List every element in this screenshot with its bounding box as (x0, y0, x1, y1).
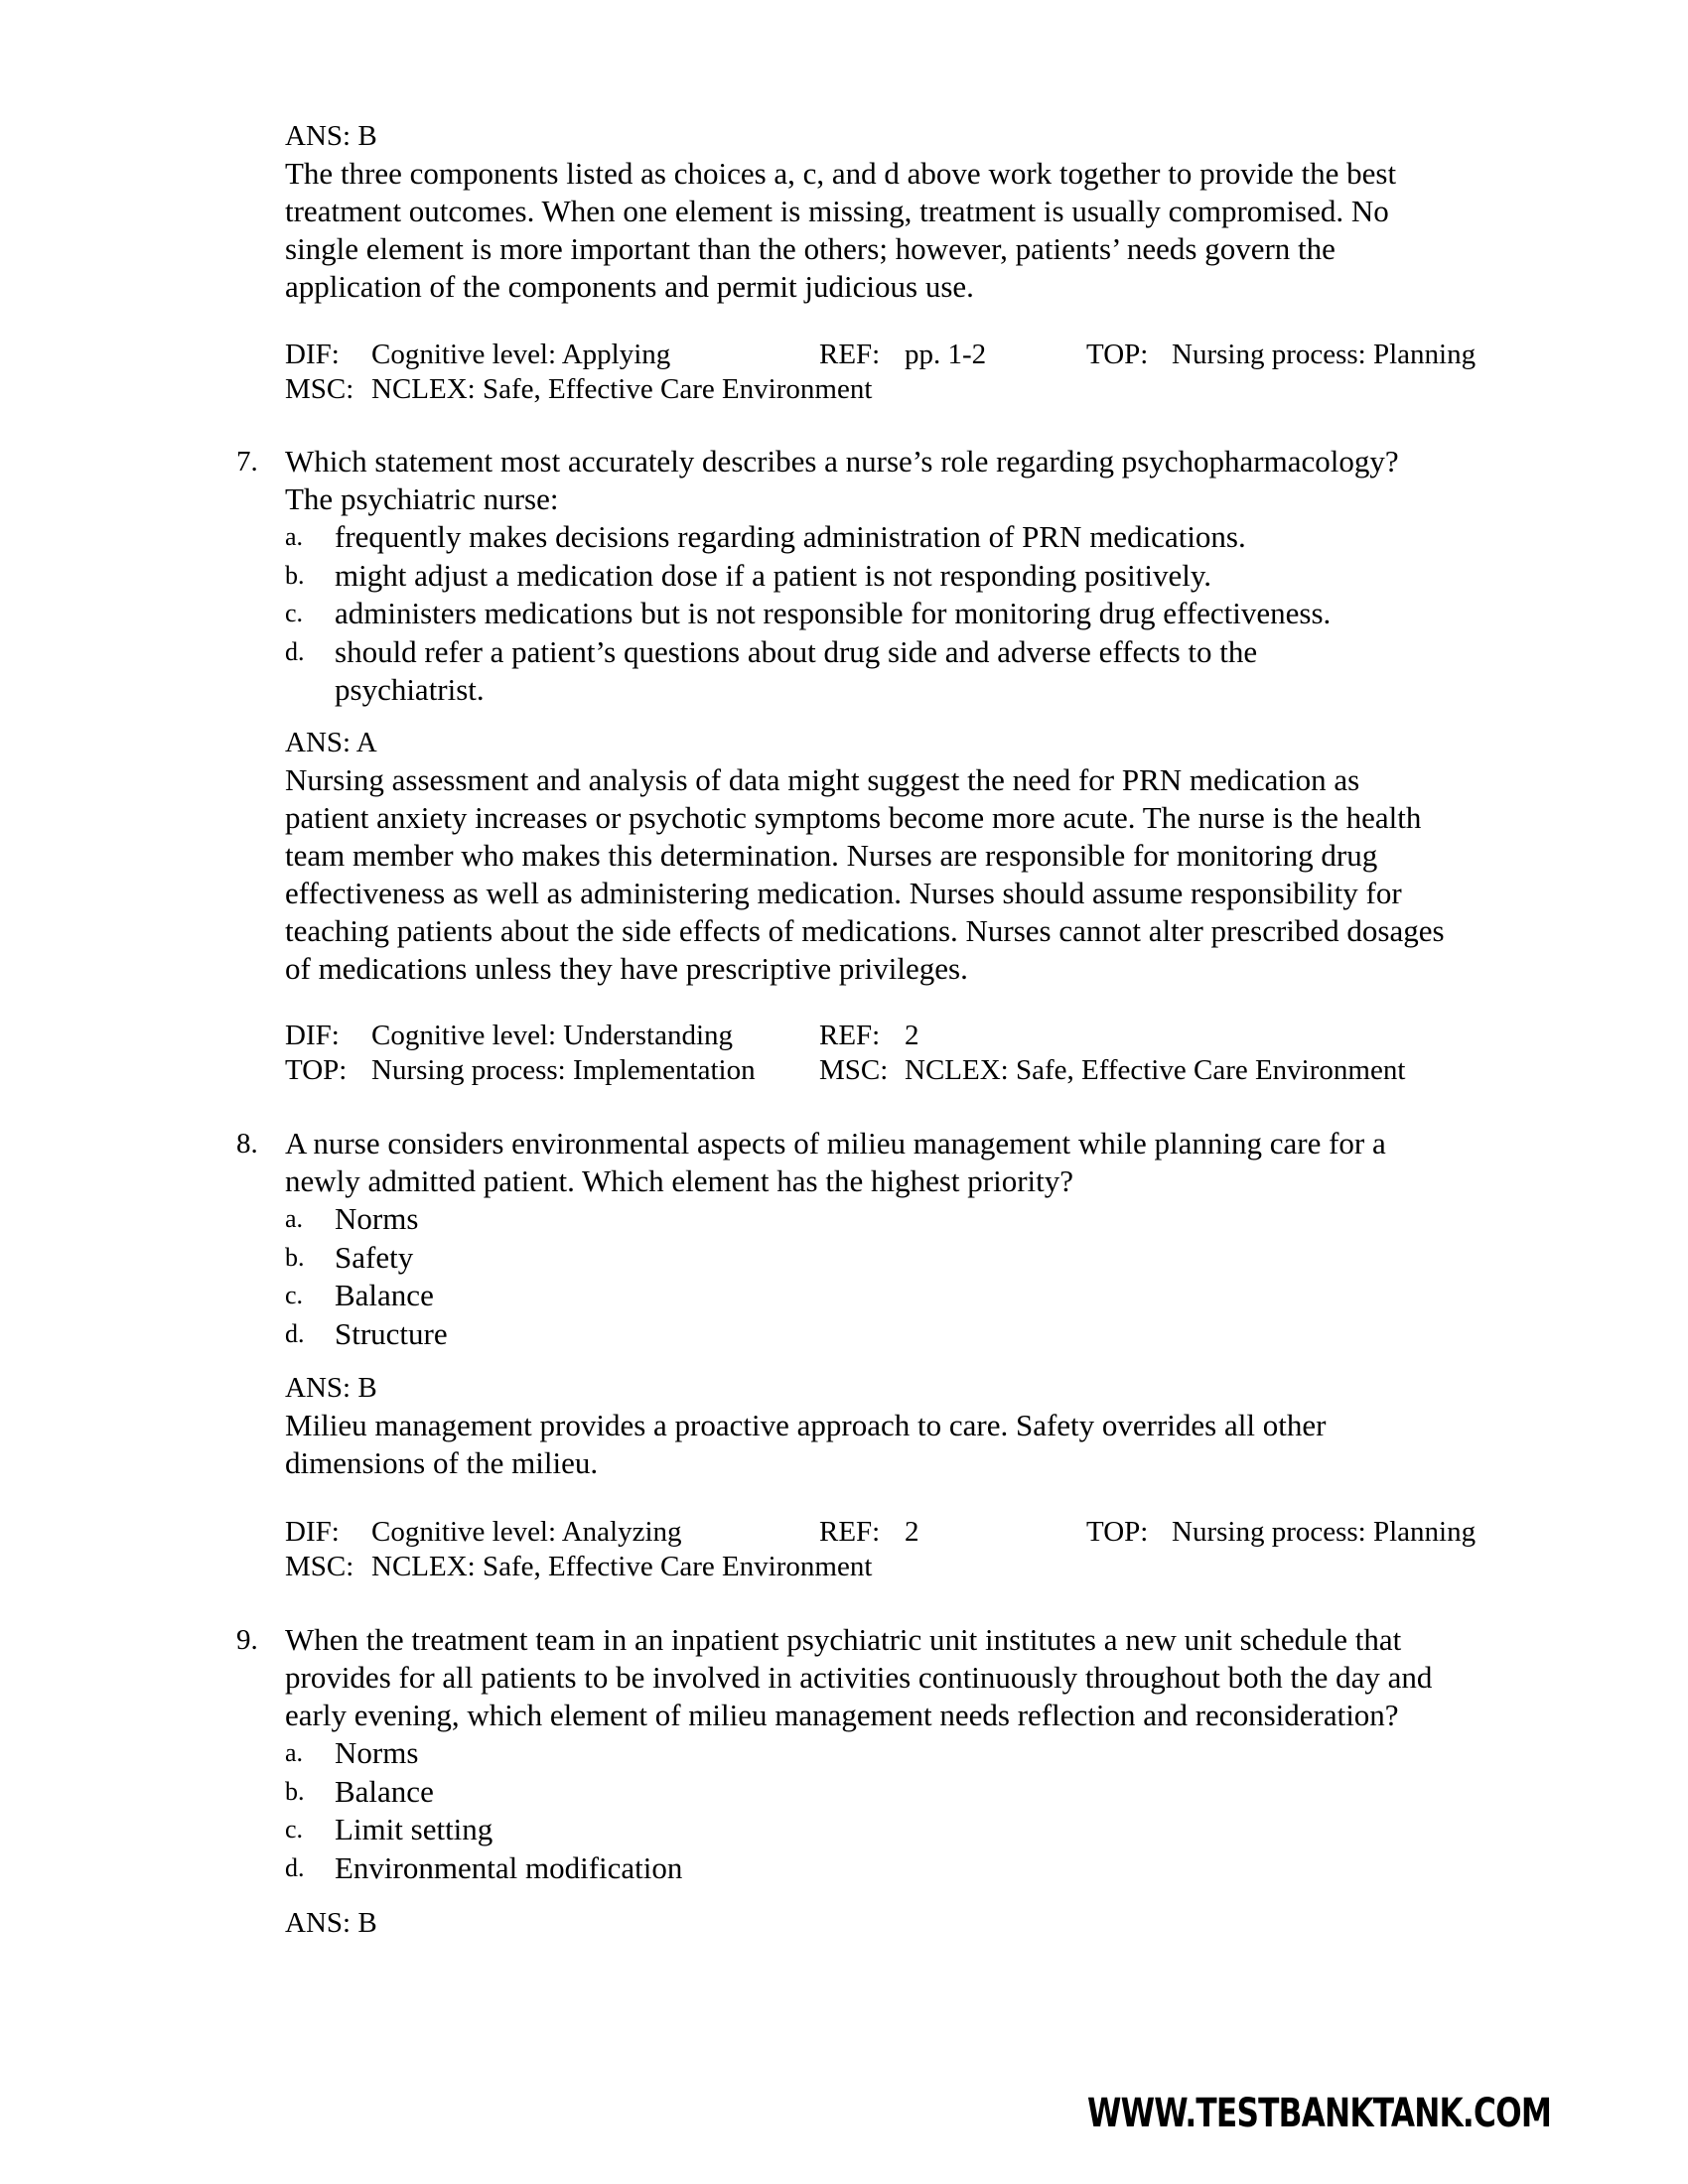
dif-value: Cognitive level: Analyzing (371, 1516, 682, 1548)
question-8-meta (285, 1515, 1536, 1584)
stem-line: early evening, which element of milieu management needs reflection and reconsideration? (285, 1698, 1399, 1732)
msc-label: MSC: (819, 1054, 889, 1086)
answer-key: ANS: B (285, 120, 377, 152)
dif-label: DIF: (285, 1020, 340, 1051)
rationale-line: effectiveness as well as administering medication. Nurses should assume responsibility for (285, 876, 1402, 910)
option-letter: a. (285, 1738, 304, 1767)
option-letter: d. (285, 1852, 305, 1882)
option-letter: a. (285, 1204, 304, 1233)
stem-line: The psychiatric nurse: (285, 481, 559, 516)
msc-value: NCLEX: Safe, Effective Care Environment (371, 373, 873, 405)
rationale-line: application of the components and permit judicious use. (285, 269, 974, 304)
option-text-continued: psychiatrist. (335, 672, 485, 707)
option-a (285, 1200, 1547, 1239)
stem-line: Which statement most accurately describes a nurse’s role regarding psychopharmacology? (285, 444, 1399, 478)
option-text: should refer a patient’s questions about drug side and adverse effects to the (335, 633, 1258, 669)
rationale-line: single element is more important than the others; however, patients’ needs govern the (285, 231, 1336, 266)
dif-value: Cognitive level: Applying (371, 339, 671, 370)
option-letter: d. (285, 1318, 305, 1348)
option-letter: c. (285, 1281, 304, 1309)
ref-value: 2 (905, 1020, 919, 1051)
option-b (285, 1239, 1547, 1278)
option-d (285, 1315, 1547, 1354)
option-text: might adjust a medication dose if a patient is not responding positively. (335, 557, 1212, 593)
ref-label: REF: (819, 339, 881, 370)
rationale-line: patient anxiety increases or psychotic symptoms become more acute. The nurse is the health (285, 800, 1422, 835)
dif-value: Cognitive level: Understanding (371, 1020, 734, 1051)
top-value: Nursing process: Implementation (371, 1054, 756, 1086)
stem-line: provides for all patients to be involved in activities continuously throughout both the day and (285, 1660, 1433, 1695)
msc-label: MSC: (285, 373, 354, 405)
option-a (285, 518, 1547, 557)
option-a (285, 1734, 1547, 1773)
ref-label: REF: (819, 1020, 881, 1051)
prev-answer-block (285, 117, 1536, 306)
question-stem (285, 443, 1536, 518)
msc-value: NCLEX: Safe, Effective Care Environment (371, 1551, 873, 1582)
dif-label: DIF: (285, 339, 340, 370)
answer-key: ANS: B (285, 1907, 377, 1939)
option-b (285, 557, 1547, 596)
question-number: 9. (236, 1624, 258, 1656)
question-8-answer-block (285, 1369, 1536, 1482)
question-9 (236, 1621, 1547, 1887)
option-letter: d. (285, 636, 305, 666)
prev-question-meta (285, 338, 1536, 407)
option-letter: b. (285, 560, 305, 590)
question-7-meta (285, 1019, 1536, 1088)
stem-line: When the treatment team in an inpatient psychiatric unit institutes a new unit schedule that (285, 1622, 1402, 1657)
stem-line: newly admitted patient. Which element has the highest priority? (285, 1163, 1074, 1198)
question-stem (285, 1621, 1536, 1734)
option-text: Balance (335, 1773, 434, 1809)
option-c (285, 1811, 1547, 1849)
option-d (285, 633, 1547, 710)
ref-label: REF: (819, 1516, 881, 1548)
stem-line: A nurse considers environmental aspects of milieu management while planning care for a (285, 1126, 1386, 1160)
answer-key: ANS: A (285, 727, 377, 758)
ref-value: pp. 1-2 (905, 339, 987, 370)
option-letter: b. (285, 1242, 305, 1272)
option-text: Norms (335, 1735, 419, 1770)
rationale-line: Nursing assessment and analysis of data might suggest the need for PRN medication as (285, 762, 1360, 797)
rationale-line: of medications unless they have prescriptive privileges. (285, 951, 968, 986)
option-text: Norms (335, 1201, 419, 1236)
rationale-line: treatment outcomes. When one element is missing, treatment is usually compromised. No (285, 194, 1389, 228)
rationale-line: team member who makes this determination. Nurses are responsible for monitoring drug (285, 838, 1378, 873)
question-7-answer-block (285, 724, 1536, 988)
option-text: Balance (335, 1278, 434, 1312)
top-label: TOP: (1086, 1516, 1149, 1548)
question-8 (236, 1125, 1547, 1353)
rationale-line: The three components listed as choices a, c, and d above work together to provide the best (285, 156, 1397, 191)
ref-value: 2 (905, 1516, 919, 1548)
question-number: 7. (236, 446, 258, 478)
question-number: 8. (236, 1128, 258, 1160)
website-watermark: WWW.TESTBANKTANK.COM (1087, 2091, 1552, 2136)
rationale-line: dimensions of the milieu. (285, 1445, 599, 1480)
option-text: administers medications but is not responsible for monitoring drug effectiveness. (335, 596, 1332, 630)
question-stem (285, 1125, 1536, 1200)
top-value: Nursing process: Planning (1172, 339, 1477, 370)
option-letter: a. (285, 522, 304, 551)
option-d (285, 1849, 1547, 1888)
option-letter: c. (285, 599, 304, 627)
option-text: Structure (335, 1315, 448, 1351)
option-text: Environmental modification (335, 1849, 683, 1885)
answer-key: ANS: B (285, 1372, 377, 1404)
option-text: Safety (335, 1239, 414, 1275)
msc-value: NCLEX: Safe, Effective Care Environment (905, 1054, 1406, 1086)
option-c (285, 595, 1547, 633)
top-value: Nursing process: Planning (1172, 1516, 1477, 1548)
option-text: frequently makes decisions regarding administration of PRN medications. (335, 519, 1246, 554)
option-letter: c. (285, 1815, 304, 1843)
rationale-line: teaching patients about the side effects of medications. Nurses cannot alter prescribed dosages (285, 913, 1445, 948)
question-7 (236, 443, 1547, 710)
question-9-answer-block (285, 1904, 1536, 1942)
msc-label: MSC: (285, 1551, 354, 1582)
top-label: TOP: (1086, 339, 1149, 370)
option-c (285, 1277, 1547, 1315)
rationale-line: Milieu management provides a proactive approach to care. Safety overrides all other (285, 1408, 1327, 1442)
top-label: TOP: (285, 1054, 348, 1086)
option-b (285, 1773, 1547, 1812)
dif-label: DIF: (285, 1516, 340, 1548)
option-letter: b. (285, 1776, 305, 1806)
option-text: Limit setting (335, 1812, 493, 1846)
